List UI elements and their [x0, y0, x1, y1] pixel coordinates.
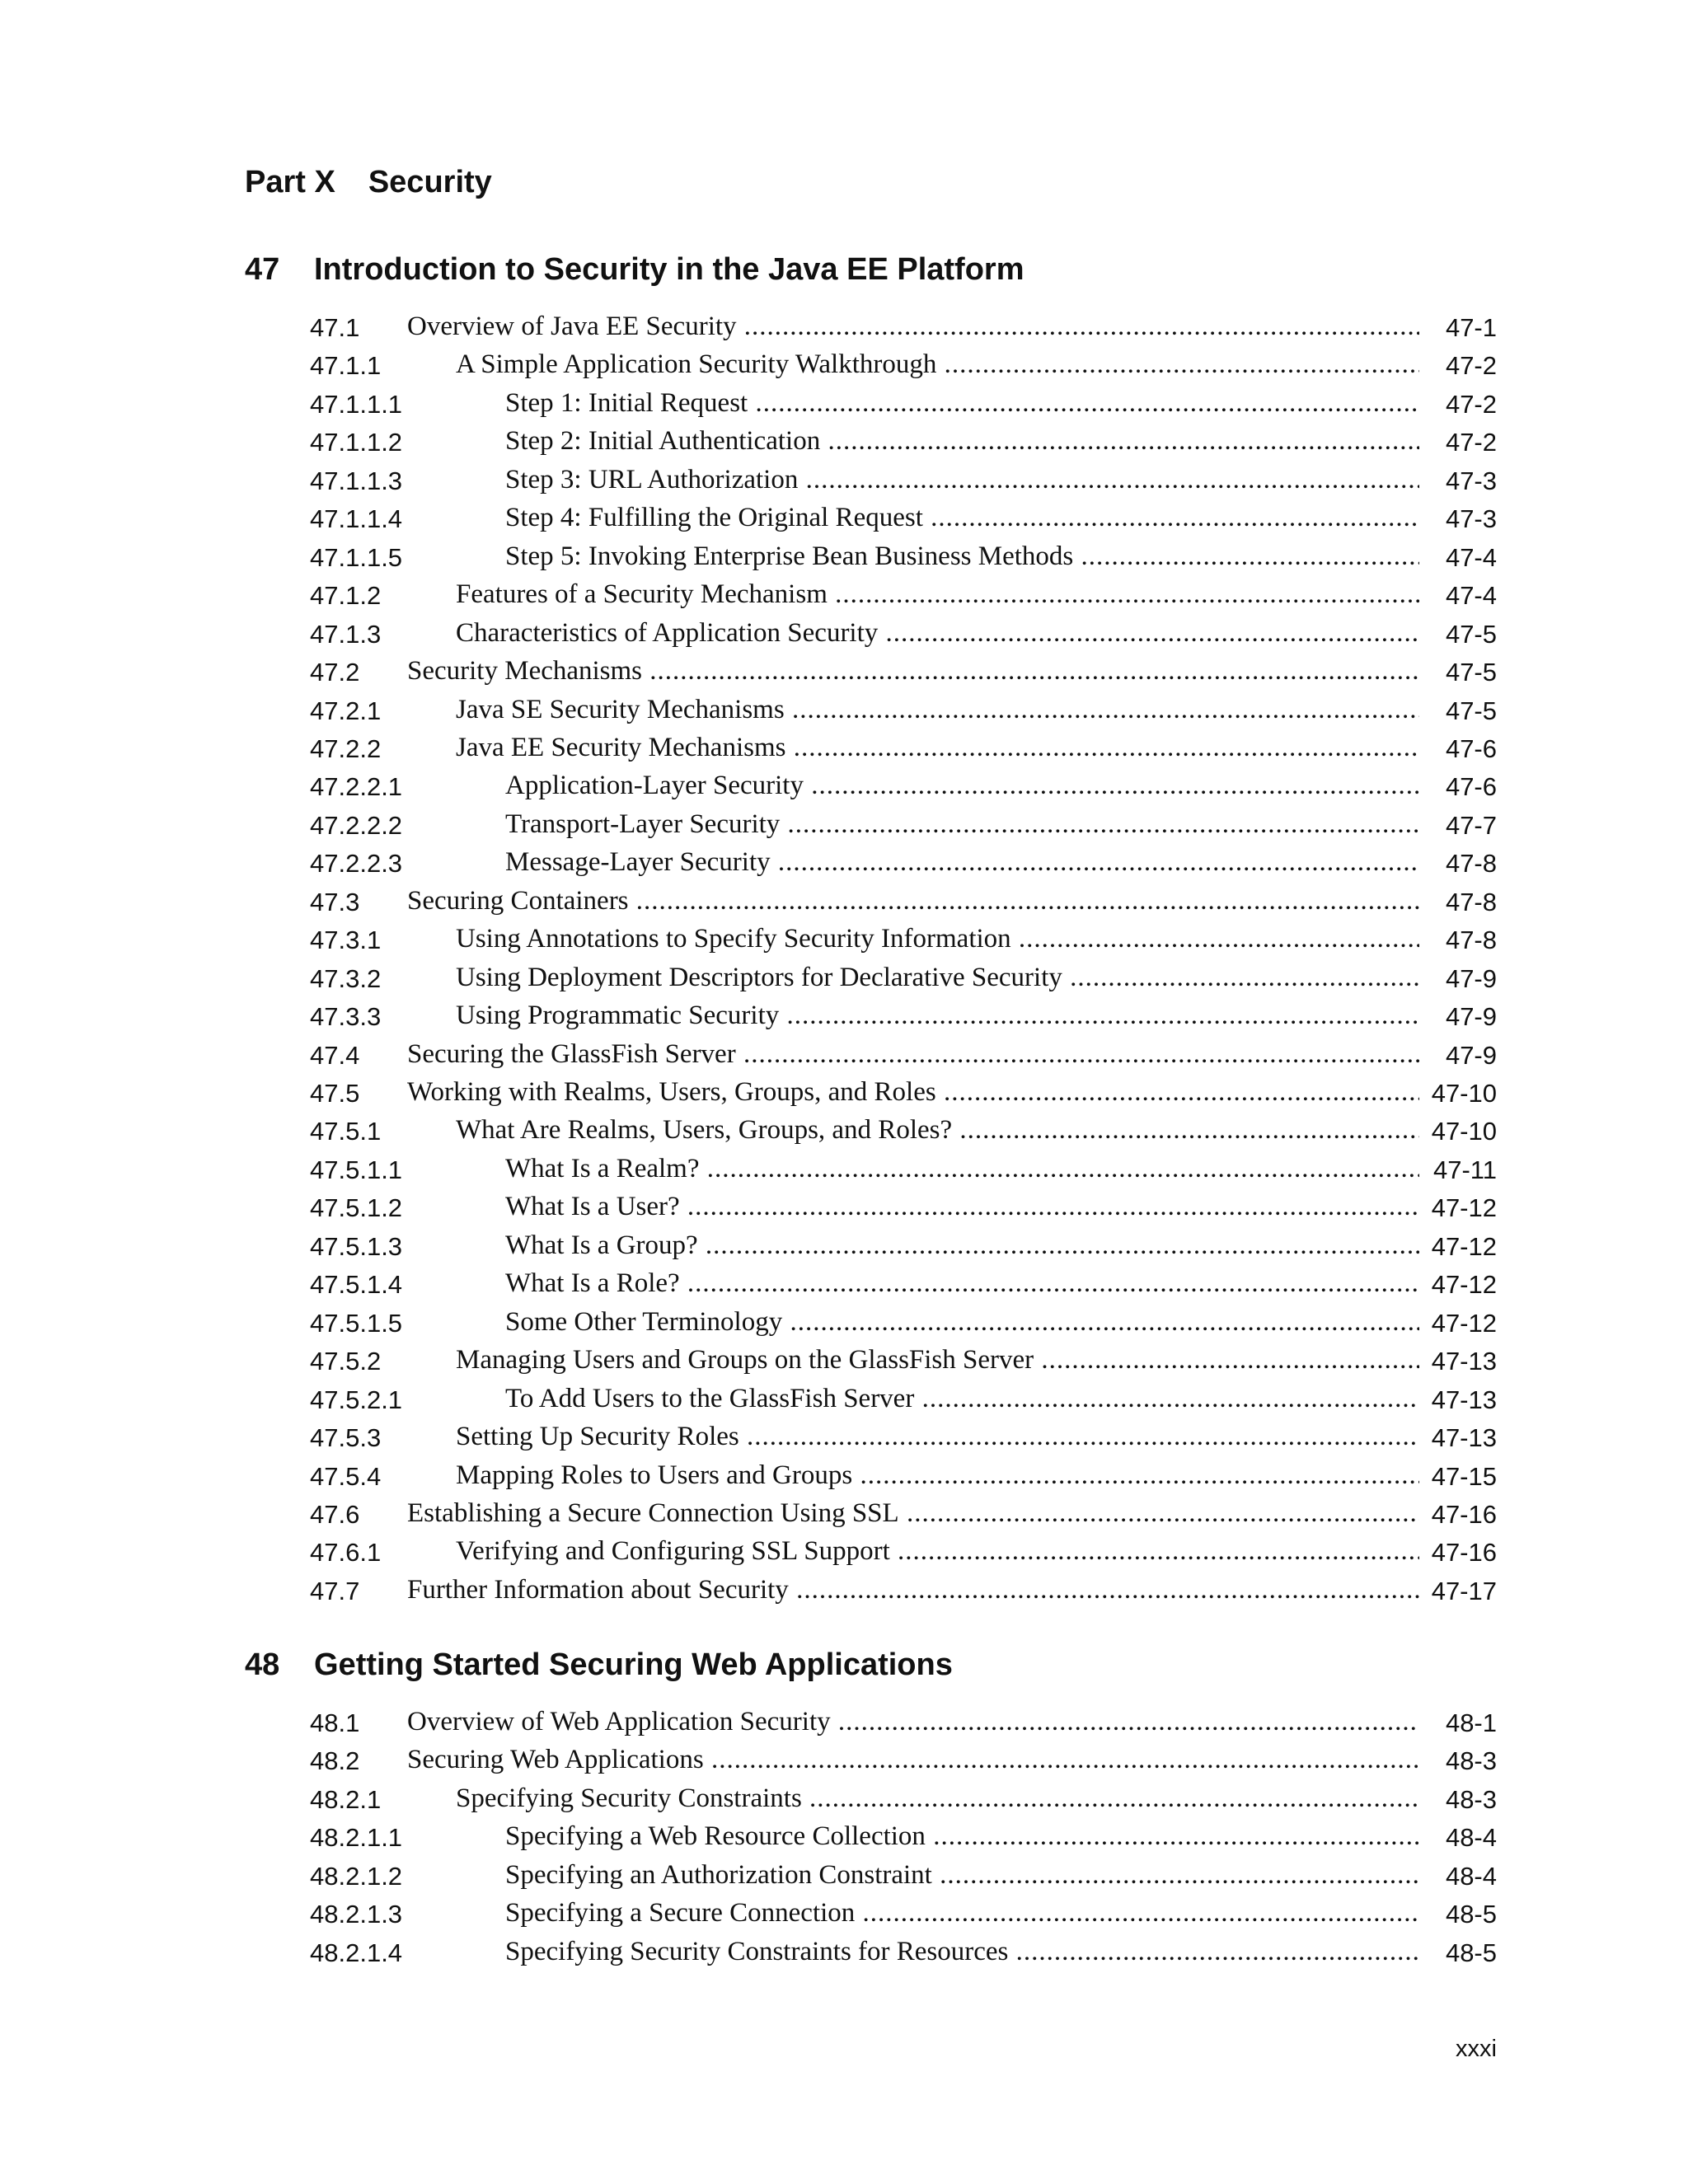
toc-entry-number: 47.2 [310, 658, 360, 687]
toc-entry-page: 47-5 [1445, 619, 1497, 649]
toc-entry-title: Using Annotations to Specify Security Information ..... [456, 924, 1419, 954]
toc-entry-number: 47.1 [310, 313, 360, 342]
toc-entry-title: Overview of Java EE Security ..... [407, 312, 1419, 342]
toc-entry-number: 47.1.3 [310, 619, 382, 649]
toc-entry-number: 47.1.1 [310, 351, 382, 381]
toc-entry-page: 47-13 [1431, 1347, 1497, 1376]
toc-entry[interactable] [0, 308, 1688, 346]
toc-entry-number: 47.5.1.5 [310, 1308, 403, 1338]
toc-entry-number: 47.7 [310, 1576, 360, 1605]
toc-entry-number: 47.5 [310, 1079, 360, 1108]
chapter-number: 48 [245, 1647, 280, 1682]
toc-entry-number: 47.5.1.3 [310, 1231, 403, 1261]
toc-entry[interactable] [0, 1380, 1688, 1418]
toc-entry[interactable] [0, 346, 1688, 384]
toc-entry[interactable] [0, 1741, 1688, 1779]
toc-entry-number: 48.2.1.4 [310, 1938, 403, 1967]
toc-entry-title: Characteristics of Application Security ..... [456, 618, 1419, 649]
toc-entry-page: 47-10 [1431, 1117, 1497, 1146]
toc-entry[interactable] [0, 1265, 1688, 1303]
toc-entry-number: 47.5.4 [310, 1461, 382, 1491]
toc-entry-number: 47.2.2 [310, 733, 382, 763]
toc-entry-number: 47.1.1.3 [310, 466, 403, 495]
toc-entry[interactable] [0, 1895, 1688, 1933]
toc-entry-number: 47.5.1.4 [310, 1270, 403, 1300]
toc-entry-title: Specifying an Authorization Constraint ..... [505, 1860, 1419, 1891]
toc-entry-title: A Simple Application Security Walkthrough ..... [456, 349, 1419, 380]
toc-entry-page: 47-4 [1445, 542, 1497, 572]
toc-entry-title: Message-Layer Security ..... [505, 847, 1419, 878]
toc-entry-title: Using Deployment Descriptors for Declarative Security ..... [456, 963, 1419, 993]
toc-entry-title: Step 1: Initial Request ..... [505, 388, 1419, 419]
chapter-heading [245, 252, 1024, 288]
toc-entry[interactable] [0, 997, 1688, 1035]
toc-entry-title: Establishing a Secure Connection Using SSL ..... [407, 1498, 1419, 1529]
toc-entry-page: 47-12 [1431, 1193, 1497, 1223]
toc-entry-page: 48-4 [1445, 1823, 1497, 1853]
toc-entry-number: 48.2 [310, 1746, 360, 1776]
toc-entry-page: 47-3 [1445, 504, 1497, 534]
toc-entry[interactable] [0, 844, 1688, 882]
chapter-heading [245, 1647, 953, 1683]
toc-entry[interactable] [0, 806, 1688, 844]
toc-entry[interactable] [0, 1227, 1688, 1265]
toc-entry-title: Securing the GlassFish Server ..... [407, 1039, 1419, 1070]
toc-entry[interactable] [0, 576, 1688, 614]
toc-entry[interactable] [0, 921, 1688, 958]
toc-entry[interactable] [0, 691, 1688, 729]
toc-entry[interactable] [0, 1533, 1688, 1571]
toc-entry-number: 47.3.2 [310, 963, 382, 993]
toc-entry-page: 47-8 [1445, 887, 1497, 916]
toc-entry-title: What Is a User? ..... [505, 1192, 1419, 1222]
toc-entry-title: Working with Realms, Users, Groups, and Roles ..... [407, 1077, 1419, 1108]
toc-entry[interactable] [0, 959, 1688, 997]
toc-entry-number: 47.2.2.1 [310, 772, 403, 802]
toc-entry-number: 48.2.1.2 [310, 1861, 403, 1891]
toc-entry-number: 47.1.1.2 [310, 428, 403, 457]
toc-entry-page: 47-15 [1431, 1461, 1497, 1491]
toc-entry-page: 47-4 [1445, 581, 1497, 611]
toc-entry-page: 47-9 [1445, 1040, 1497, 1070]
toc-entry-title: Specifying Security Constraints for Resources ..... [505, 1937, 1419, 1967]
toc-entry-page: 47-3 [1445, 466, 1497, 495]
toc-entry-title: Features of a Security Mechanism ..... [456, 579, 1419, 610]
toc-entry-title: Setting Up Security Roles ..... [456, 1422, 1419, 1452]
toc-entry-page: 47-17 [1431, 1576, 1497, 1605]
toc-entry[interactable] [0, 1418, 1688, 1456]
toc-entry-title: Mapping Roles to Users and Groups ..... [456, 1460, 1419, 1491]
toc-entry-page: 47-16 [1431, 1499, 1497, 1529]
toc-entry-number: 47.4 [310, 1040, 360, 1070]
toc-entry-number: 47.5.1.1 [310, 1155, 403, 1184]
toc-entry-page: 47-5 [1445, 696, 1497, 725]
toc-entry-page: 47-1 [1445, 313, 1497, 342]
toc-entry-title: Transport-Layer Security ..... [505, 809, 1419, 840]
toc-entry-page: 47-13 [1431, 1423, 1497, 1453]
toc-entry-title: To Add Users to the GlassFish Server ..... [505, 1384, 1419, 1414]
toc-entry-number: 47.3.3 [310, 1002, 382, 1032]
toc-entry[interactable] [0, 883, 1688, 921]
toc-entry-number: 47.6 [310, 1499, 360, 1529]
chapter-title: Getting Started Securing Web Applications [314, 1647, 953, 1682]
toc-entry[interactable] [0, 1036, 1688, 1074]
chapter-number: 47 [245, 252, 280, 287]
toc-entry-page: 47-12 [1431, 1231, 1497, 1261]
toc-entry-title: Further Information about Security ..... [407, 1575, 1419, 1605]
toc-entry-title: Specifying Security Constraints ..... [456, 1783, 1419, 1814]
toc-entry-title: Step 3: URL Authorization ..... [505, 465, 1419, 495]
toc-entry-title: Application-Layer Security ..... [505, 771, 1419, 801]
toc-entry[interactable] [0, 538, 1688, 576]
toc-entry[interactable] [0, 1457, 1688, 1495]
toc-entry-page: 47-5 [1445, 658, 1497, 687]
toc-entry[interactable] [0, 767, 1688, 805]
toc-entry-title: Java EE Security Mechanisms ..... [456, 733, 1419, 763]
toc-entry-page: 47-2 [1445, 428, 1497, 457]
toc-entry-page: 47-2 [1445, 351, 1497, 381]
toc-entry-title: Managing Users and Groups on the GlassFish Server ..... [456, 1345, 1419, 1376]
toc-entry-page: 47-13 [1431, 1385, 1497, 1414]
toc-entry-title: Using Programmatic Security ..... [456, 1001, 1419, 1031]
toc-entry-number: 47.3.1 [310, 926, 382, 955]
toc-entry-page: 47-16 [1431, 1538, 1497, 1568]
toc-entry-number: 47.5.1.2 [310, 1193, 403, 1223]
toc-entry-page: 47-12 [1431, 1308, 1497, 1338]
toc-entry-number: 47.5.2.1 [310, 1385, 403, 1414]
toc-entry-page: 47-8 [1445, 926, 1497, 955]
toc-entry-title: What Is a Role? ..... [505, 1268, 1419, 1299]
toc-entry-page: 48-5 [1445, 1938, 1497, 1967]
toc-entry[interactable] [0, 1780, 1688, 1818]
toc-entry-number: 47.1.1.1 [310, 389, 403, 419]
toc-entry-title: Verifying and Configuring SSL Support ..... [456, 1536, 1419, 1567]
toc-entry[interactable] [0, 1342, 1688, 1380]
toc-entry-number: 47.5.3 [310, 1423, 382, 1453]
toc-entry[interactable] [0, 1151, 1688, 1188]
toc-entry[interactable] [0, 1188, 1688, 1226]
toc-entry[interactable] [0, 423, 1688, 461]
toc-entry-page: 47-11 [1433, 1155, 1497, 1184]
toc-entry-number: 48.2.1.3 [310, 1900, 403, 1929]
toc-entry[interactable] [0, 729, 1688, 767]
toc-entry-number: 47.2.2.3 [310, 849, 403, 879]
toc-entry-number: 47.3 [310, 887, 360, 916]
toc-entry[interactable] [0, 1933, 1688, 1971]
toc-entry-page: 48-3 [1445, 1784, 1497, 1814]
toc-entry-number: 47.1.1.4 [310, 504, 403, 534]
toc-entry[interactable] [0, 653, 1688, 691]
part-heading [245, 165, 492, 200]
toc-entry-page: 48-1 [1445, 1708, 1497, 1737]
toc-entry-number: 47.6.1 [310, 1538, 382, 1568]
toc-entry-page: 47-10 [1431, 1079, 1497, 1108]
toc-entry[interactable] [0, 1304, 1688, 1342]
toc-entry-number: 47.1.1.5 [310, 542, 403, 572]
toc-entry-number: 47.5.1 [310, 1117, 382, 1146]
toc-entry-title: Step 2: Initial Authentication ..... [505, 426, 1419, 457]
toc-entry-page: 47-6 [1445, 772, 1497, 802]
toc-entry[interactable] [0, 385, 1688, 423]
toc-entry-page: 47-12 [1431, 1270, 1497, 1300]
toc-entry-page: 47-9 [1445, 963, 1497, 993]
toc-entry-title: Overview of Web Application Security ..... [407, 1707, 1419, 1737]
toc-entry[interactable] [0, 1112, 1688, 1150]
part-title: Security [368, 165, 492, 199]
toc-entry-title: Java SE Security Mechanisms ..... [456, 695, 1419, 725]
toc-entry-number: 47.2.1 [310, 696, 382, 725]
chapter-title: Introduction to Security in the Java EE Platform [314, 252, 1025, 287]
toc-entry[interactable] [0, 1857, 1688, 1895]
page-number: xxxi [1456, 2036, 1497, 2062]
toc-entry-title: Specifying a Web Resource Collection ..... [505, 1821, 1419, 1852]
toc-entry-page: 47-7 [1445, 810, 1497, 840]
toc-entry-number: 48.2.1.1 [310, 1823, 403, 1853]
toc-entry[interactable] [0, 615, 1688, 653]
toc-entry[interactable] [0, 1572, 1688, 1610]
toc-entry-page: 47-6 [1445, 733, 1497, 763]
toc-entry-title: Securing Containers ..... [407, 886, 1419, 916]
toc-entry-title: Step 5: Invoking Enterprise Bean Business Methods ..... [505, 541, 1419, 572]
toc-entry-title: What Are Realms, Users, Groups, and Roles? ..... [456, 1115, 1419, 1146]
toc-entry[interactable] [0, 1495, 1688, 1533]
part-label: Part X [245, 165, 335, 199]
toc-entry-page: 48-3 [1445, 1746, 1497, 1776]
toc-entry-number: 47.5.2 [310, 1347, 382, 1376]
toc-entry-title: What Is a Group? ..... [505, 1230, 1419, 1261]
toc-entry[interactable] [0, 499, 1688, 537]
toc-entry-title: Some Other Terminology ..... [505, 1307, 1419, 1338]
toc-entry[interactable] [0, 1074, 1688, 1112]
toc-entry-number: 48.2.1 [310, 1784, 382, 1814]
toc-entry-title: Specifying a Secure Connection ..... [505, 1898, 1419, 1929]
toc-entry-number: 47.1.2 [310, 581, 382, 611]
toc-entry-number: 48.1 [310, 1708, 360, 1737]
toc-entry-page: 48-5 [1445, 1900, 1497, 1929]
toc-entry[interactable] [0, 1704, 1688, 1741]
toc-entry-page: 47-8 [1445, 849, 1497, 879]
toc-entry[interactable] [0, 462, 1688, 499]
toc-entry[interactable] [0, 1818, 1688, 1856]
toc-entry-page: 47-2 [1445, 389, 1497, 419]
toc-entry-page: 48-4 [1445, 1861, 1497, 1891]
toc-entry-title: What Is a Realm? ..... [505, 1154, 1419, 1184]
toc-entry-number: 47.2.2.2 [310, 810, 403, 840]
toc-entry-title: Step 4: Fulfilling the Original Request ..... [505, 503, 1419, 533]
toc-entry-title: Security Mechanisms ..... [407, 656, 1419, 687]
toc-entry-title: Securing Web Applications ..... [407, 1745, 1419, 1775]
toc-entry-page: 47-9 [1445, 1002, 1497, 1032]
